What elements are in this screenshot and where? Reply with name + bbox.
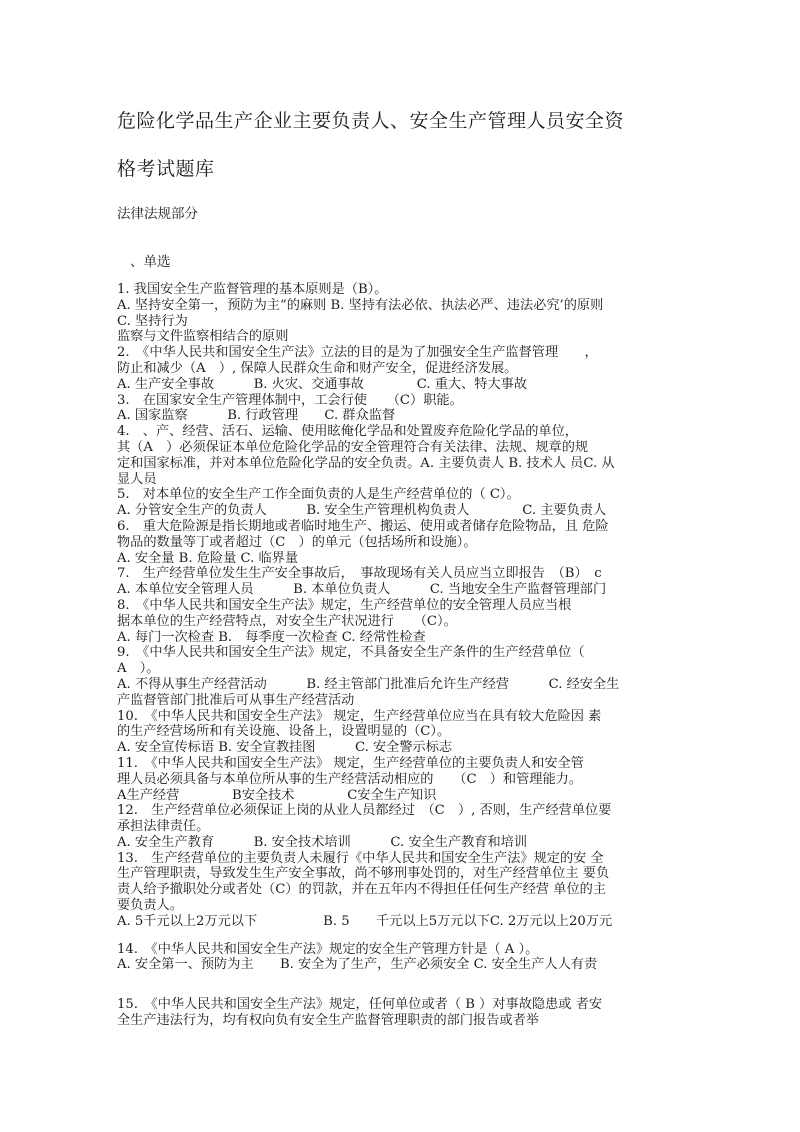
spacer xyxy=(117,973,692,997)
text-line: 14. 《中华人民共和国安全生产法》规定的安全生产管理方针是（ A ）。 xyxy=(117,941,539,957)
text-line: 据本单位的生产经营特点，对安全生产状况进行 （C）。 xyxy=(117,613,457,629)
question-group-14 xyxy=(117,942,692,974)
section-heading: 法律法规部分 xyxy=(117,206,198,222)
text-line: 承担法律责任。 xyxy=(117,819,210,835)
text-line: 生产管理职责，导致发生生产安全事故，尚不够刑事处罚的，对生产经营单位主 要负 xyxy=(117,866,610,882)
text-line: 15. 《中华人民共和国安全生产法》规定，任何单位或者（ B ）对事故隐患或 者安 xyxy=(117,997,603,1013)
text-line: 11. 《中华人民共和国安全生产法》 规定，生产经营单位的主要负责人和安全管 xyxy=(117,755,584,771)
text-line: 2. 《中华人民共和国安全生产法》立法的目的是为了加强安全生产监督管理 ， xyxy=(117,345,598,361)
text-line: A. 国家监察 B. 行政管理 C. 群众监督 xyxy=(117,408,396,424)
text-line: 10. 《中华人民共和国安全生产法》 规定，生产经营单位应当在具有较大危险因 素 xyxy=(117,708,602,724)
text-line: A. 安全生产教育 B. 安全技术培训 C. 安全生产教育和培训 xyxy=(117,834,528,850)
question-body xyxy=(117,282,692,1029)
text-line: 显人员 xyxy=(117,471,157,487)
text-line: A. 5千元以上2万元以下 B. 5 千元以上5万元以下C. 2万元以上20万元 xyxy=(117,913,613,929)
text-line: 4. 、产、经营、活石、运输、使用眩俺化学品和处置废弃危险化学品的单位， xyxy=(117,424,578,440)
text-line: 其（A ）必须保证本单位危险化学品的安全管理符合有关法律、法规、规章的规 xyxy=(117,439,589,455)
text-line: 1. 我国安全生产监督管理的基本原则是（B）。 xyxy=(117,282,388,297)
text-line: A. 坚持安全第一，预防为主”的麻则 B. 坚持有法必依、执法必严、违法必究’的原则 xyxy=(117,297,604,313)
text-line: 物品的数量等丁或者超过（C ）的单元（包括场所和设施）。 xyxy=(117,534,477,550)
text-line: A. 安全宣传标语 B. 安全宣教挂图 C. 安全警示标志 xyxy=(117,740,453,756)
text-line: A. 分管安全生产的负责人 B. 安全生产管理机构负责人 C. 主要负责人 xyxy=(117,503,607,519)
text-line: A. 每门一次检查 B. 每季度一次检查 C. 经常性检查 xyxy=(117,629,426,645)
text-line: 防止和减少（A ）, 保障人民群众生命和财产安全，促进经济发展。 xyxy=(117,360,518,376)
question-group-15 xyxy=(117,997,692,1029)
text-line: 5. 对本单位的安全生产工作全面负责的人是生产经营单位的（ C）。 xyxy=(117,487,520,503)
text-line: A. 本单位安全管理人员 B. 本单位负责人 C. 当地安全生产监督管理部门 xyxy=(117,582,607,598)
text-line: 责人给予撤职处分或者处（C）的罚款，并在五年内不得担任任何生产经营 单位的主 xyxy=(117,882,607,898)
text-line: 的生产经营场所和有关设施、设备上，设置明显的（C）。 xyxy=(117,724,451,740)
text-line: 13. 生产经营单位的主要负责人未履行《中华人民共和国安全生产法》规定的安 全 xyxy=(117,850,604,866)
text-line: A. 安全第一、预防为主 B. 安全为了生产，生产必须安全 C. 安全生产人人有责 xyxy=(117,957,598,973)
document-title-line-2: 格考试题库 xyxy=(117,158,215,180)
text-line: 3. 在国家安全生产管理体制中，工会行使 （C）职能。 xyxy=(117,392,463,408)
text-line: 6. 重大危险源是指长期地或者临时地生产、搬运、使用或者储存危险物品，且 危险 xyxy=(117,518,609,534)
text-line: 全生产违法行为，均有权向负有安全生产监督管理职责的部门报告或者举 xyxy=(117,1013,539,1029)
text-line: 要负责人。 xyxy=(117,898,183,914)
text-line: 产监督管部门批准后可从事生产经营活动 xyxy=(117,692,355,708)
text-line: 8. 《中华人民共和国安全生产法》规定，生产经营单位的安全管理人员应当根 xyxy=(117,597,572,613)
document-title-line-1: 危险化学品生产企业主要负责人、安全生产管理人员安全资 xyxy=(117,110,625,132)
text-line: A. 不得从事生产经营活动 B. 经主管部门批准后允许生产经营 C. 经安全生 xyxy=(117,676,620,692)
text-line: 理人员必须具备与本单位所从事的生产经营活动相应的 （C ）和管理能力。 xyxy=(117,771,583,787)
question-group-1-13 xyxy=(117,282,692,930)
text-line: 定和国家标准，并对本单位危险化学品的安全负责。A. 主要负责人 B. 技术人 员C. 从 xyxy=(117,455,615,471)
text-line: A生产经营 B安全技术 C安全生产知识 xyxy=(117,787,437,803)
text-line: 监察与文件监察相结合的原则 xyxy=(117,329,289,345)
text-line: 9. 《中华人民共和国安全生产法》规定，不具备安全生产条件的生产经营单位（ xyxy=(117,645,585,661)
text-line: 7. 生产经营单位发生生产安全事故后， 事故现场有关人员应当立即报告 （B） c xyxy=(117,566,602,582)
text-line: A. 生产安全事故 B. 火灾、交通事故 C. 重大、特大事故 xyxy=(117,376,528,392)
text-line: A. 安全量 B. 危险量 C. 临界量 xyxy=(117,550,299,566)
question-type-heading: 、单选 xyxy=(130,254,171,270)
text-line: A ）。 xyxy=(117,661,160,677)
text-line: C. 坚持行为 xyxy=(117,313,188,329)
text-line: 12. 生产经营单位必须保证上岗的从业人员都经过 （C ）, 否则，生产经营单位要 xyxy=(117,803,612,819)
spacer xyxy=(117,930,692,942)
